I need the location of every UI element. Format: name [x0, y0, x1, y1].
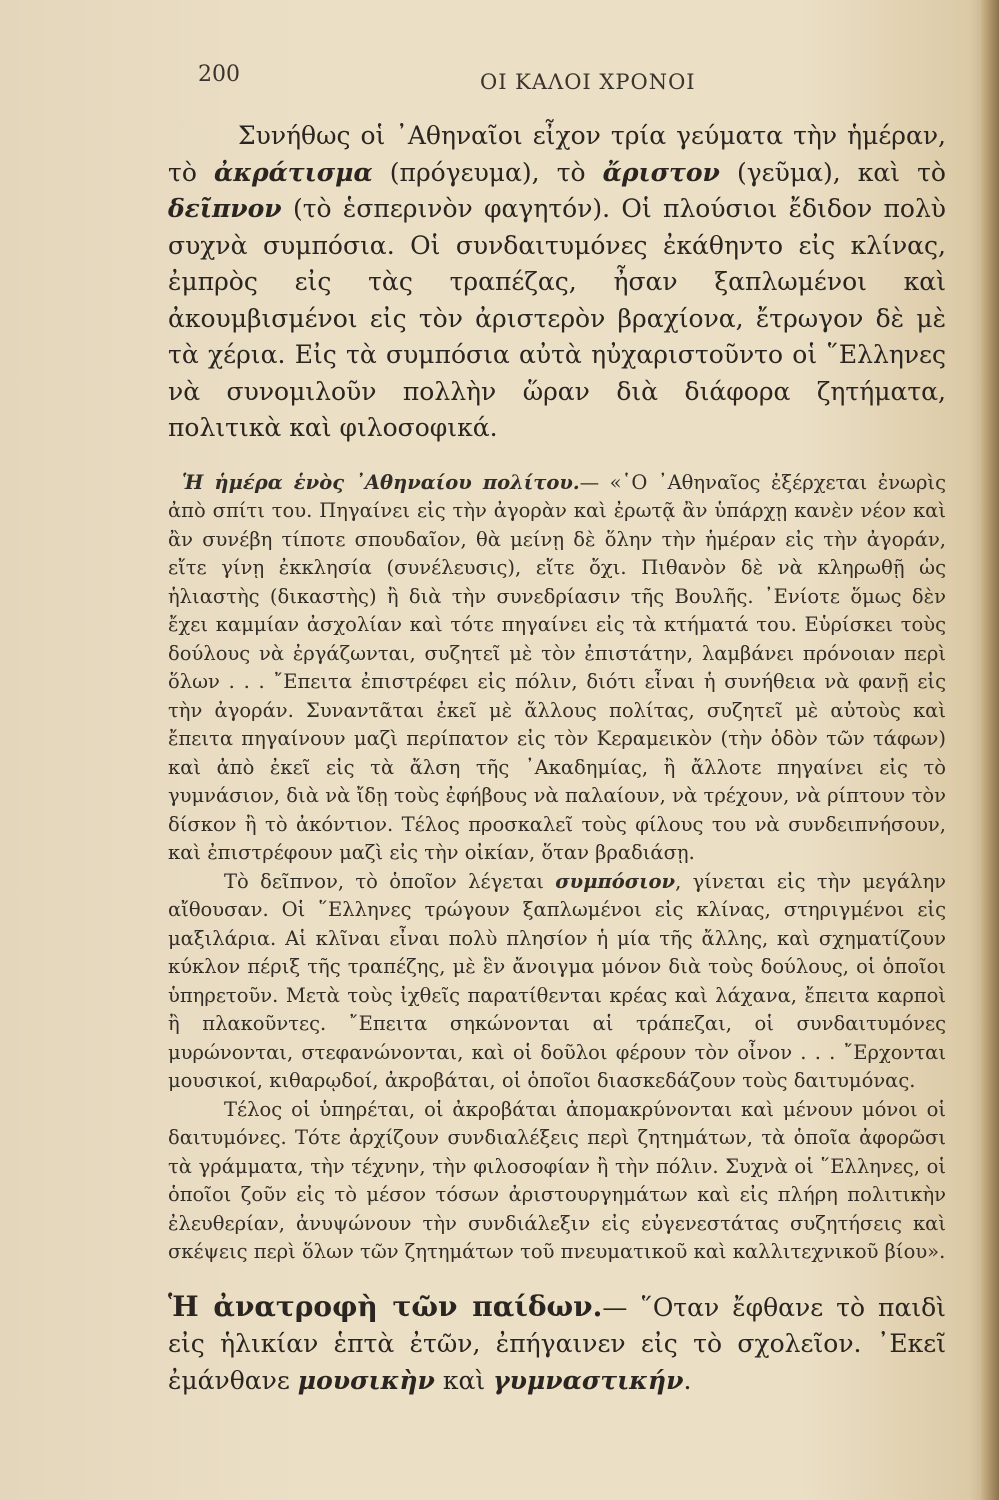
intro-text: (πρόγευμα), τὸ [372, 157, 603, 187]
intro-text: Συνήθως οἱ ᾽Αθηναῖοι εἶχον τρία γεύματα τὴν ἡμέραν, τὸ [168, 121, 946, 187]
section-text: καὶ [434, 1365, 494, 1395]
intro-paragraph [168, 118, 946, 447]
term-deipnon: δεῖπνον [168, 194, 282, 223]
intro-text: (γεῦμα), καὶ τὸ [719, 157, 946, 187]
quote-paragraph [168, 469, 946, 868]
section-paragraph [168, 1289, 946, 1400]
running-title: ΟΙ ΚΑΛΟΙ ΧΡΟΝΟΙ [480, 70, 696, 94]
section-text: . [683, 1365, 692, 1395]
term-mousiki: μουσικὴν [297, 1365, 435, 1395]
quote-title: Ἡ ἡμέρα ἑνὸς ᾽Αθηναίου πολίτου. [182, 470, 580, 494]
quote-text: — «῾Ο ᾽Αθηναῖος ἐξέρχεται ἐνωρὶς ἀπὸ σπίτι του. Πηγαίνει εἰς τὴν ἀγορὰν καὶ ἐρωτᾷ ἂν ὑπάρχῃ κανὲν νέον καὶ ἂν συνέβη τίποτε σπουδαῖον, θὰ μείνῃ δὲ ὅλην τὴν ἡμέραν εἰς τὴν ἀγοράν, εἴτε γίνῃ ἐκκλησία (συνέλευσις), εἴτε ὄχι. Πιθανὸν δὲ νὰ κληρωθῇ ὡς ἡλιαστὴς (δικαστὴς) ἢ διὰ τὴν συνεδρίασιν τῆς Βουλῆς. ᾽Ενίοτε ὅμως δὲν ἔχει καμμίαν ἀσχολίαν καὶ τότε πηγαίνει εἰς τὰ κτήματά του. Εὑρίσκει τοὺς δούλους νὰ ἐργάζωνται, συζητεῖ μὲ τὸν ἐπιστάτην, λαμβάνει πρόνοιαν περὶ ὅλων . . . ῎Επειτα ἐπιστρέφει εἰς πόλιν, διότι εἶναι ἡ συνήθεια νὰ φανῇ εἰς τὴν ἀγοράν. Συναντᾶται ἐκεῖ μὲ ἄλλους πολίτας, συζητεῖ μὲ αὐτοὺς καὶ ἔπειτα πηγαίνουν μαζὶ περίπατον εἰς τὸν Κεραμεικὸν (τὴν ὁδὸν τῶν τάφων) καὶ ἀπὸ ἐκεῖ εἰς τὰ ἄλση τῆς ᾽Ακαδημίας, ἢ ἄλλοτε πηγαίνει εἰς τὸ γυμνάσιον, διὰ νὰ ἴδῃ τοὺς ἐφήβους νὰ παλαίουν, νὰ τρέχουν, νὰ ρίπτουν τὸν δίσκον ἢ τὸ ἀκόντιον. Τέλος προσκαλεῖ τοὺς φίλους του νὰ συνδειπνήσουν, καὶ ἐπιστρέφουν μαζὶ εἰς τὴν οἰκίαν, ὅταν βραδιάσῃ. [168, 470, 946, 864]
quote-paragraph [168, 1096, 946, 1267]
quote-text: , γίνεται εἰς τὴν μεγάλην αἴθουσαν. Οἱ ῞Ελληνες τρώγουν ξαπλωμένοι εἰς κλίνας, στηριγμένοι εἰς μαξιλάρια. Αἱ κλῖναι εἶναι πολὺ πλησίον ἡ μία τῆς ἄλλης, καὶ σχηματίζουν κύκλον πέριξ τῆς τραπέζης, μὲ ἓν ἄνοιγμα μόνον διὰ τοὺς δούλους, οἱ ὁποῖοι ὑπηρετοῦν. Μετὰ τοὺς ἰχθεῖς παρατίθενται κρέας καὶ λάχανα, ἔπειτα καρποὶ ἢ πλακοῦντες. ῎Επειτα σηκώνονται αἱ τράπεζαι, οἱ συνδαιτυμόνες μυρώνονται, στεφανώνονται, καὶ οἱ δοῦλοι φέρουν τὸν οἶνον . . . ῎Ερχονται μουσικοί, κιθαρῳδοί, ἀκροβάται, οἱ ὁποῖοι διασκεδάζουν τοὺς δαιτυμόνας. [168, 869, 946, 1092]
page-header [198, 62, 938, 102]
section-text: — ῞Οταν ἔφθανε τὸ παιδὶ εἰς ἡλικίαν ἑπτὰ ἐτῶν, ἐπήγαινεν εἰς τὸ σχολεῖον. ᾽Εκεῖ ἐμάνθανε [168, 1292, 946, 1395]
quote-paragraph [168, 868, 946, 1096]
page-body [168, 118, 946, 1399]
section-heading: Ἡ ἀνατροφὴ τῶν παίδων. [168, 1289, 603, 1323]
term-ariston: ἄριστον [602, 157, 720, 187]
page-edge-shadow [981, 0, 999, 1500]
quote-text: Τὸ δεῖπνον, τὸ ὁποῖον λέγεται [224, 869, 556, 893]
quote-block [168, 469, 946, 1267]
quote-text: Τέλος οἱ ὑπηρέται, οἱ ἀκροβάται ἀπομακρύνονται καὶ μένουν μόνοι οἱ δαιτυμόνες. Τότε ἀρχίζουν συνδιαλέξεις περὶ ζητημάτων, τὰ ὁποῖα ἀφορῶσι τὰ γράμματα, τὴν τέχνην, τὴν φιλοσοφίαν ἢ τὴν πόλιν. Συχνὰ οἱ ῞Ελληνες, οἱ ὁποῖοι ζοῦν εἰς τὸ μέσον τόσων ἀριστουργημάτων καὶ εἰς πλήρη πολιτικὴν ἐλευθερίαν, ἀνυψώνουν τὴν συνδιάλεξιν εἰς εὐγενεστάτας συζητήσεις καὶ σκέψεις περὶ ὅλων τῶν ζητημάτων τοῦ πνευματικοῦ καὶ καλλιτεχνικοῦ βίου». [168, 1097, 946, 1263]
term-symposion: συμπόσιον [555, 869, 676, 893]
page-number: 200 [198, 62, 240, 87]
term-gymnastiki: γυμναστικήν [493, 1365, 684, 1395]
intro-text: (τὸ ἑσπερινὸν φαγητόν). Οἱ πλούσιοι ἔδιδον πολὺ συχνὰ συμπόσια. Οἱ συνδαιτυμόνες ἐκάθηντο εἰς κλίνας, ἐμπρὸς εἰς τὰς τραπέζας, ἦσαν ξαπλωμένοι καὶ ἀκουμβισμένοι εἰς τὸν ἀριστερὸν βραχίονα, ἔτρωγον δὲ μὲ τὰ χέρια. Εἰς τὰ συμπόσια αὐτὰ ηὐχαριστοῦντο οἱ ῞Ελληνες νὰ συνομιλοῦν πολλὴν ὥραν διὰ διάφορα ζητήματα, πολιτικὰ καὶ φιλοσοφικά. [168, 194, 946, 442]
term-akratisma: ἀκράτισμα [213, 157, 373, 187]
